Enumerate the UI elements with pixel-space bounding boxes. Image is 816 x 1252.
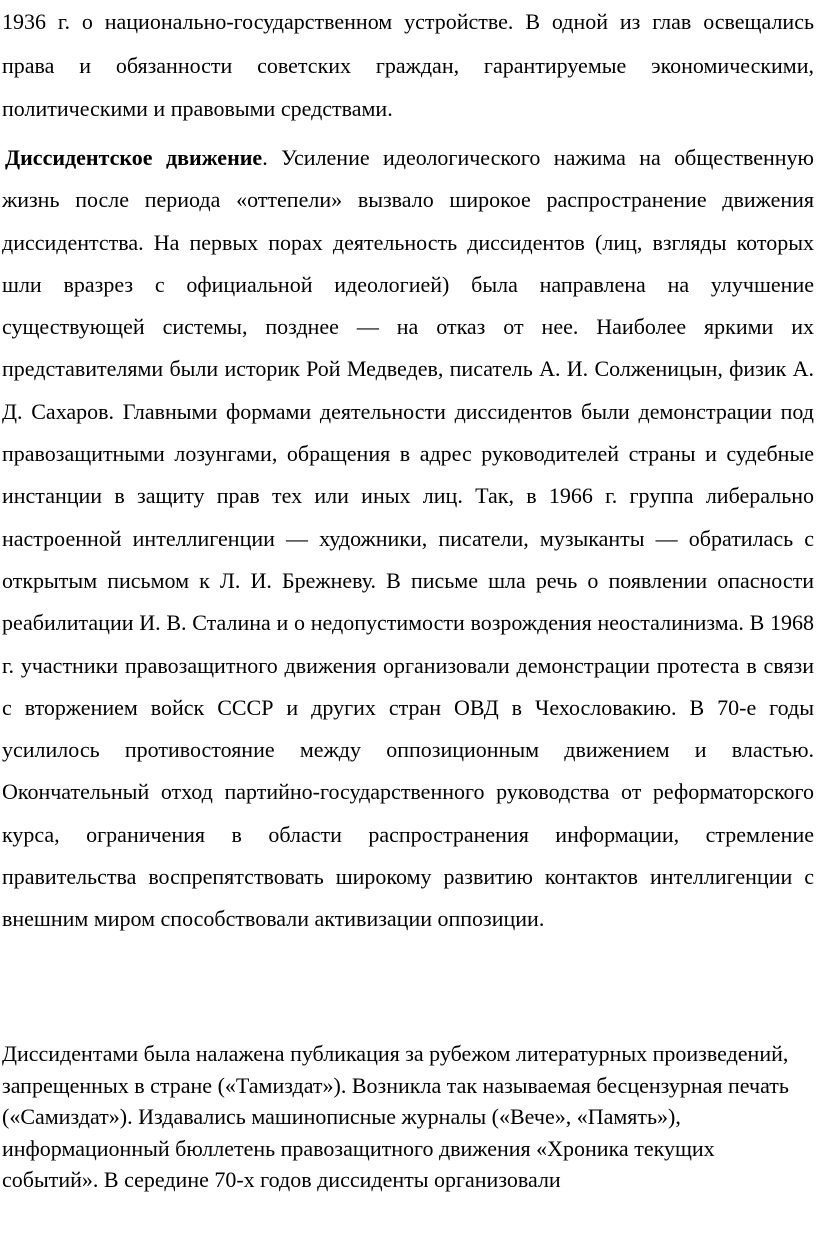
paragraph-body: . Усиление идеологического нажима на общественную жизнь после периода «оттепели» вызвало широкое распространение движения диссидентства. На первых порах деятельность диссидентов (лиц, взгляды которых шли вразрез с официальной идеологией) была направлена на улучшение существующей системы, позднее — на отказ от нее. Наиболее яркими их представителями были историк Рой Медведев, писатель А. И. Солженицын, физик А. Д. Сахаров. Главными формами деятельности диссидентов были демонстрации под правозащитными лозунгами, обращения в адрес руководителей страны и судебные инстанции в защиту прав тех или иных лиц. Так, в 1966 г. группа либерально настроенной интеллигенции — художники, писатели, музыканты — обратилась с открытым письмом к Л. И. Брежневу. В письме шла речь о появлении опасности реабилитации И. В. Сталина и о недопустимости возрождения неосталинизма. В 1968 г. участники правозащитного движения организовали демонстрации протеста в связи с вторжением войск СССР и других стран ОВД в Чехословакию. В 70-е годы усилилось противостояние между оппозиционным движением и властью. Окончательный отход партийно-государственного руководства от реформаторского курса, ограничения в области распространения информации, стремление правительства воспрепятствовать широкому развитию контактов интеллигенции с внешним миром способствовали активизации оппозиции. (2, 145, 814, 932)
paragraph-dissident-movement (2, 137, 814, 941)
paragraph-samizdat: Диссидентами была налажена публикация за рубежом литературных произведений, запрещенных в стране («Тамиздат»). Возникла так называемая бесцензурная печать («Самиздат»). Издавались машинописные журналы («Вече», «Память»), информационный бюллетень правозащитного движения «Хроника текущих событий». В середине 70-х годов диссиденты организовали (2, 1041, 789, 1192)
section-heading: Диссидентское движение (5, 145, 263, 170)
paragraph-constitution: 1936 г. о национально-государственном устройстве. В одной из глав освещались права и обязанности советских граждан, гарантируемые экономическими, политическими и правовыми средствами. (2, 9, 814, 121)
